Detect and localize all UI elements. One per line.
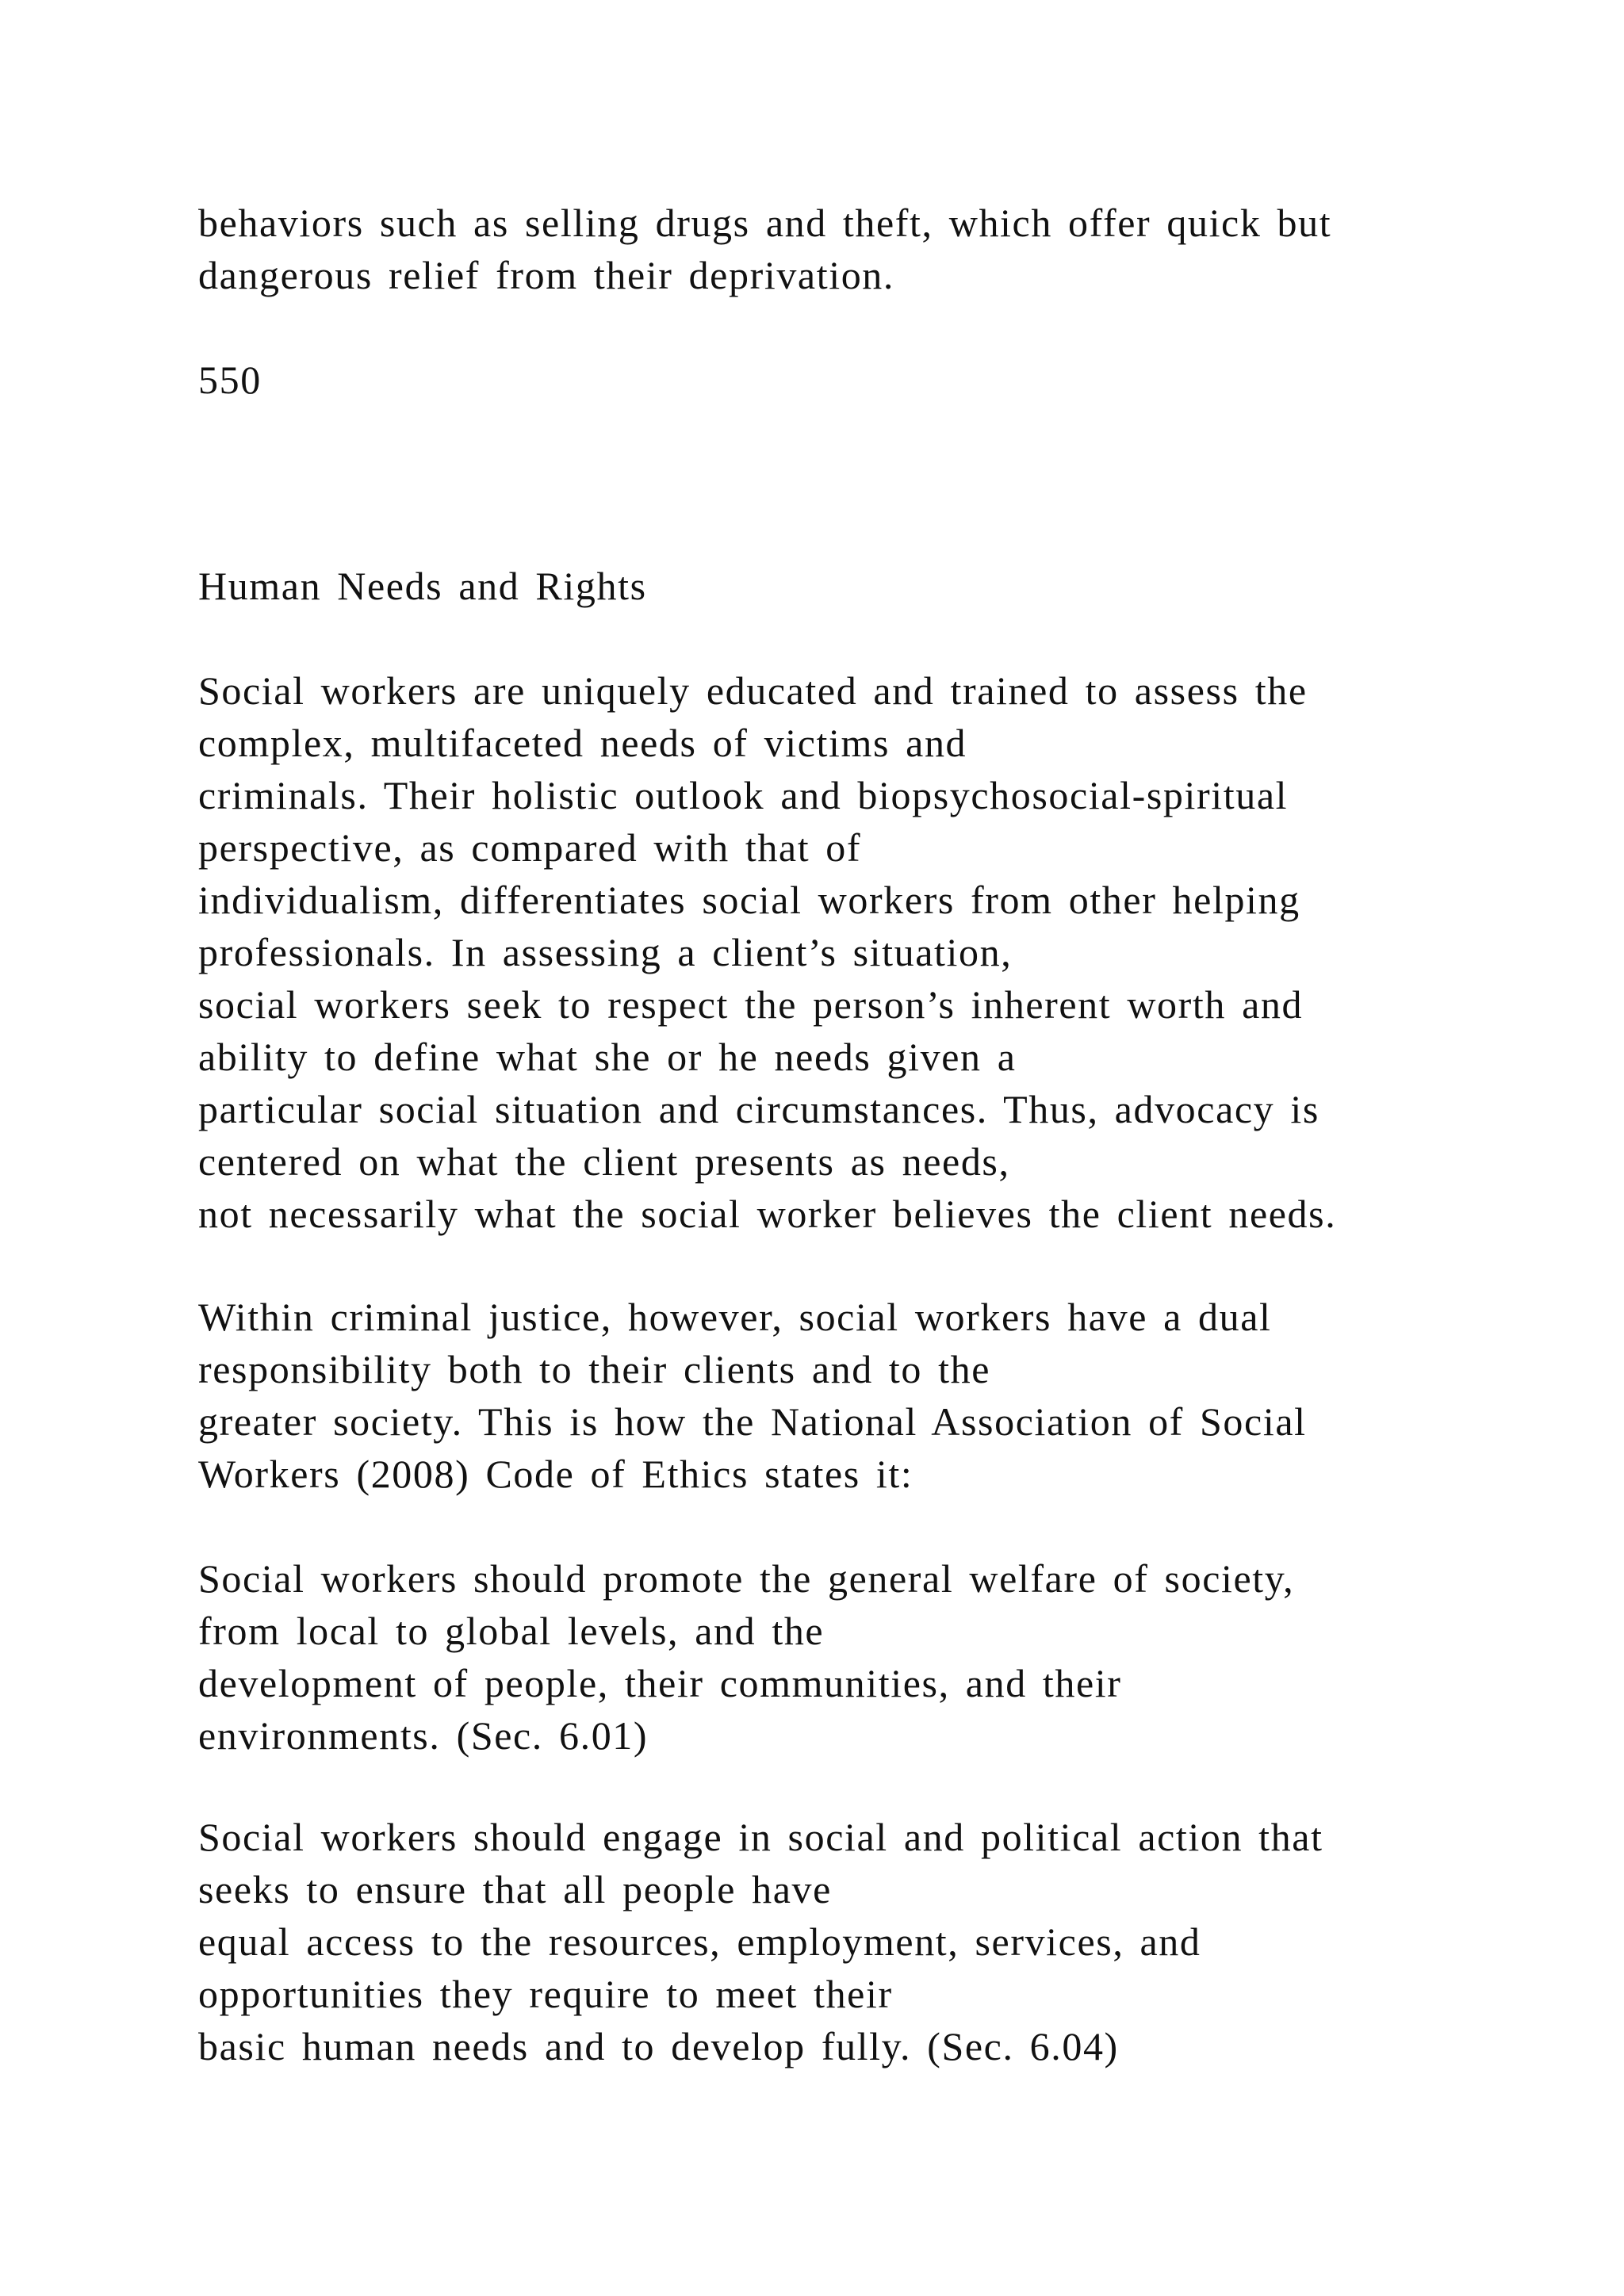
paragraph-human-needs xyxy=(198,664,1336,1240)
text-line: complex, multifaceted needs of victims and xyxy=(198,721,967,765)
text-line: perspective, as compared with that of xyxy=(198,825,862,870)
text-line: Within criminal justice, however, social workers have a dual xyxy=(198,1295,1272,1339)
text-line: development of people, their communities, and their xyxy=(198,1661,1122,1705)
text-line: social workers seek to respect the person’s inherent worth and xyxy=(198,982,1304,1027)
text-line: Social workers should promote the general welfare of society, xyxy=(198,1556,1295,1601)
text-line: particular social situation and circumstances. Thus, advocacy is xyxy=(198,1087,1320,1131)
page-number: 550 xyxy=(198,358,262,402)
text-line: Social workers should engage in social and political action that xyxy=(198,1815,1323,1859)
text-line: centered on what the client presents as needs, xyxy=(198,1139,1010,1184)
text-line: criminals. Their holistic outlook and biopsychosocial-spiritual xyxy=(198,773,1289,817)
section-heading: Human Needs and Rights xyxy=(198,564,647,608)
text-line: greater society. This is how the National Association of Social xyxy=(198,1399,1307,1444)
text-line: Workers (2008) Code of Ethics states it: xyxy=(198,1452,914,1496)
text-line: from local to global levels, and the xyxy=(198,1609,825,1653)
text-line: professionals. In assessing a client’s situation, xyxy=(198,930,1013,974)
text-line: Social workers are uniquely educated and trained to assess the xyxy=(198,668,1308,713)
text-line: individualism, differentiates social workers from other helping xyxy=(198,878,1300,922)
text-line: seeks to ensure that all people have xyxy=(198,1867,832,1911)
intro-paragraph xyxy=(198,197,1331,301)
text-line: opportunities they require to meet their xyxy=(198,1972,893,2016)
quote-social-political-action xyxy=(198,1811,1323,2072)
text-line: environments. (Sec. 6.01) xyxy=(198,1713,649,1758)
text-line: dangerous relief from their deprivation. xyxy=(198,253,894,297)
text-line: basic human needs and to develop fully. (Sec. 6.04) xyxy=(198,2024,1119,2068)
text-line: not necessarily what the social worker believes the client needs. xyxy=(198,1192,1337,1236)
quote-general-welfare xyxy=(198,1552,1294,1762)
paragraph-dual-responsibility xyxy=(198,1291,1307,1500)
text-line: responsibility both to their clients and to the xyxy=(198,1347,991,1391)
text-line: ability to define what she or he needs given a xyxy=(198,1035,1017,1079)
text-line: equal access to the resources, employment, services, and xyxy=(198,1919,1201,1964)
text-line: behaviors such as selling drugs and theft, which offer quick but xyxy=(198,201,1332,245)
